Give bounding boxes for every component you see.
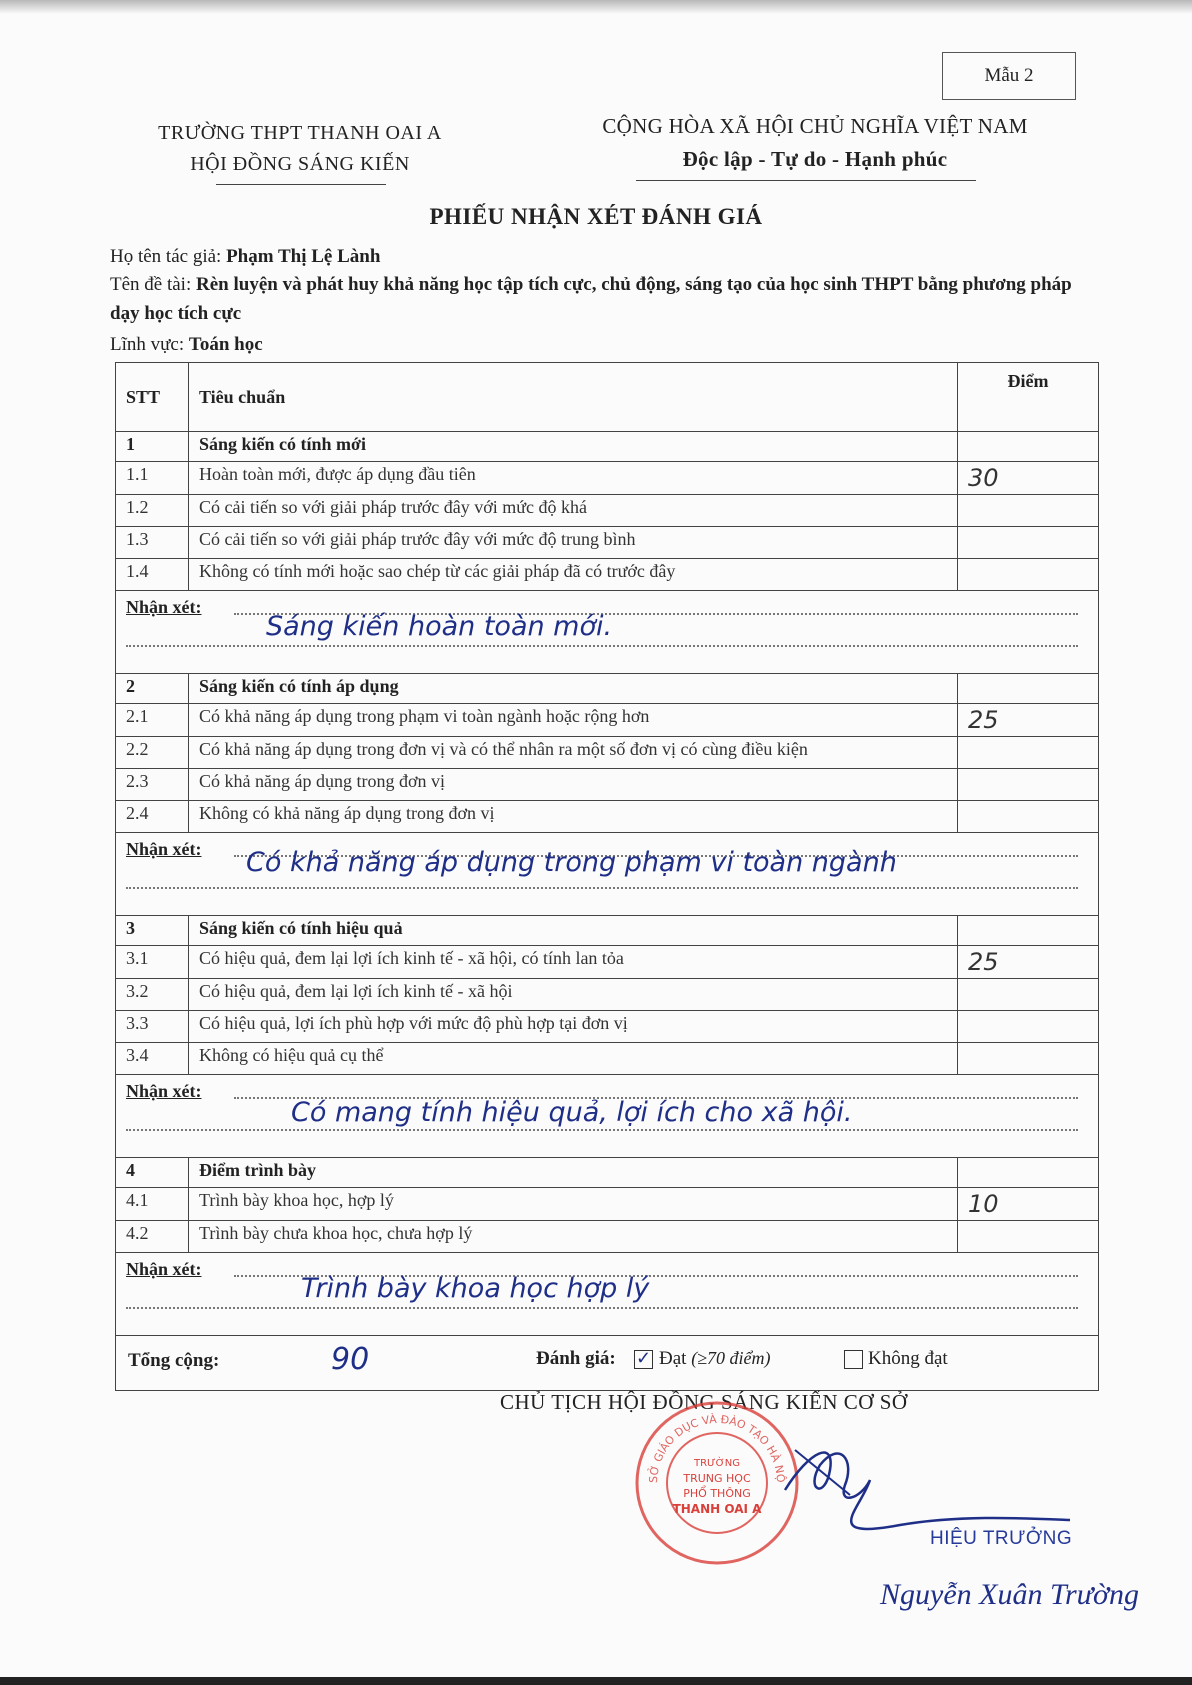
comment-label: Nhận xét:: [126, 597, 202, 617]
scan-edge-bottom: [0, 1677, 1192, 1685]
header-right-underline: [636, 180, 976, 181]
field-line: [110, 330, 263, 359]
item-no: 3.4: [116, 1043, 189, 1075]
total-score: 90: [331, 1342, 370, 1377]
item-text: Không có tính mới hoặc sao chép từ các giải pháp đã có trước đây: [189, 559, 958, 591]
item-text: Có khả năng áp dụng trong phạm vi toàn ngành hoặc rộng hơn: [189, 704, 958, 737]
dotted-line: [126, 1307, 1078, 1309]
comment-row: [116, 1075, 1099, 1158]
evaluation-label: Đánh giá:: [536, 1348, 616, 1369]
pass-note: (≥70 điểm): [691, 1348, 771, 1368]
item-text: Trình bày khoa học, hợp lý: [189, 1188, 958, 1221]
national-motto: Độc lập - Tự do - Hạnh phúc: [682, 147, 948, 171]
item-no: 4.2: [116, 1221, 189, 1253]
handwritten-comment: Có khả năng áp dụng trong phạm vi toàn ngành: [246, 847, 897, 878]
item-no: 2.1: [116, 704, 189, 737]
field-label: Lĩnh vực:: [110, 334, 185, 355]
seal-line: TRUNG HỌC: [683, 1472, 751, 1485]
table-row: [116, 527, 1099, 559]
seal-line: TRƯỜNG: [694, 1458, 740, 1469]
item-score: [958, 1221, 1099, 1253]
section-no: 4: [116, 1158, 189, 1188]
table-row: [116, 704, 1099, 737]
section-row: [116, 1158, 1099, 1188]
item-score: [958, 559, 1099, 591]
comment-label: Nhận xét:: [126, 1081, 202, 1101]
total-label: Tổng cộng:: [128, 1350, 220, 1371]
item-text: Trình bày chưa khoa học, chưa hợp lý: [189, 1221, 958, 1253]
form-number-box: Mẫu 2: [942, 52, 1076, 100]
item-text: Không có hiệu quả cụ thể: [189, 1043, 958, 1075]
signer-title: HIỆU TRƯỞNG: [930, 1528, 1073, 1549]
author-name: Phạm Thị Lệ Lành: [226, 246, 381, 267]
chair-title: CHỦ TỊCH HỘI ĐỒNG SÁNG KIẾN CƠ SỞ: [500, 1390, 908, 1414]
table-row: [116, 1221, 1099, 1253]
col-header-criteria: Tiêu chuẩn: [189, 363, 958, 432]
table-row: [116, 1188, 1099, 1221]
fail-checkbox: [844, 1350, 863, 1369]
header-right: [530, 110, 1100, 176]
handwritten-comment: Có mang tính hiệu quả, lợi ích cho xã hội.: [291, 1097, 853, 1128]
dotted-line: [126, 1129, 1078, 1131]
topic-line: [110, 270, 1090, 328]
item-no: 2.3: [116, 769, 189, 801]
dotted-line: [126, 887, 1078, 889]
item-no: 1.2: [116, 495, 189, 527]
handwritten-comment: Sáng kiến hoàn toàn mới.: [266, 611, 613, 642]
item-score: 10: [958, 1188, 1099, 1221]
item-no: 2.4: [116, 801, 189, 833]
table-row: [116, 1043, 1099, 1075]
table-row: [116, 559, 1099, 591]
section-title: Sáng kiến có tính mới: [189, 432, 958, 462]
council-name: HỘI ĐỒNG SÁNG KIẾN: [190, 153, 410, 175]
item-score: [958, 527, 1099, 559]
section-no: 3: [116, 916, 189, 946]
item-score: 30: [958, 462, 1099, 495]
criteria-table: [115, 362, 1099, 1391]
handwritten-comment: Trình bày khoa học hợp lý: [301, 1273, 650, 1304]
table-row: [116, 979, 1099, 1011]
comment-row: [116, 591, 1099, 674]
section-title: Sáng kiến có tính áp dụng: [189, 674, 958, 704]
item-score: [958, 495, 1099, 527]
comment-label: Nhận xét:: [126, 839, 202, 859]
comment-row: [116, 833, 1099, 916]
item-no: 3.1: [116, 946, 189, 979]
pass-checkbox: ✓: [635, 1348, 652, 1368]
seal-line: THANH OAI A: [672, 1502, 762, 1516]
table-header-row: [116, 363, 1099, 432]
item-no: 1.1: [116, 462, 189, 495]
item-no: 3.3: [116, 1011, 189, 1043]
table-row: [116, 737, 1099, 769]
pass-option: [659, 1348, 771, 1370]
section-title: Sáng kiến có tính hiệu quả: [189, 916, 958, 946]
author-line: [110, 242, 380, 271]
item-text: Có hiệu quả, lợi ích phù hợp với mức độ phù hợp tại đơn vị: [189, 1011, 958, 1043]
item-score: [958, 769, 1099, 801]
item-text: Có khả năng áp dụng trong đơn vị: [189, 769, 958, 801]
item-no: 1.3: [116, 527, 189, 559]
item-score: [958, 1043, 1099, 1075]
seal-line: PHỔ THÔNG: [683, 1487, 751, 1500]
author-label: Họ tên tác giả:: [110, 246, 222, 267]
section-no: 2: [116, 674, 189, 704]
item-score: [958, 801, 1099, 833]
table-row: [116, 769, 1099, 801]
total-row: [116, 1336, 1099, 1391]
table-row: [116, 1011, 1099, 1043]
national-title: CỘNG HÒA XÃ HỘI CHỦ NGHĨA VIỆT NAM: [602, 114, 1028, 138]
red-seal-stamp: [632, 1398, 802, 1568]
item-score: [958, 737, 1099, 769]
section-title: Điểm trình bày: [189, 1158, 958, 1188]
item-text: Có cải tiến so với giải pháp trước đây với mức độ khá: [189, 495, 958, 527]
section-points: [958, 432, 1099, 462]
pass-label: Đạt: [659, 1348, 687, 1369]
col-header-points: Điểm: [958, 363, 1099, 432]
table-row: [116, 946, 1099, 979]
item-no: 4.1: [116, 1188, 189, 1221]
item-text: Có hiệu quả, đem lại lợi ích kinh tế - xã hội, có tính lan tỏa: [189, 946, 958, 979]
col-header-no: STT: [116, 363, 189, 432]
section-points: [958, 1158, 1099, 1188]
item-text: Có hiệu quả, đem lại lợi ích kinh tế - xã hội: [189, 979, 958, 1011]
section-points: [958, 916, 1099, 946]
topic-value: Rèn luyện và phát huy khả năng học tập tích cực, chủ động, sáng tạo của học sinh THPT bằng phương pháp dạy học tích cực: [110, 274, 1072, 324]
table-row: [116, 801, 1099, 833]
field-value: Toán học: [188, 334, 263, 355]
section-row: [116, 432, 1099, 462]
item-no: 1.4: [116, 559, 189, 591]
section-row: [116, 916, 1099, 946]
item-score: 25: [958, 704, 1099, 737]
topic-label: Tên đề tài:: [110, 274, 192, 295]
comment-label: Nhận xét:: [126, 1259, 202, 1279]
item-score: [958, 979, 1099, 1011]
section-row: [116, 674, 1099, 704]
item-text: Có cải tiến so với giải pháp trước đây với mức độ trung bình: [189, 527, 958, 559]
item-no: 3.2: [116, 979, 189, 1011]
fail-label: Không đạt: [868, 1348, 948, 1369]
document-title: PHIẾU NHẬN XÉT ĐÁNH GIÁ: [429, 204, 763, 229]
scan-edge-top: [0, 0, 1192, 14]
header-left: [100, 118, 500, 180]
item-text: Không có khả năng áp dụng trong đơn vị: [189, 801, 958, 833]
dotted-line: [126, 645, 1078, 647]
handwritten-signature: [780, 1430, 1080, 1540]
section-no: 1: [116, 432, 189, 462]
item-score: 25: [958, 946, 1099, 979]
school-name: TRƯỜNG THPT THANH OAI A: [158, 122, 442, 144]
item-text: Có khả năng áp dụng trong đơn vị và có thể nhân ra một số đơn vị có cùng điều kiện: [189, 737, 958, 769]
table-row: [116, 495, 1099, 527]
comment-row: [116, 1253, 1099, 1336]
item-no: 2.2: [116, 737, 189, 769]
header-left-underline: [216, 184, 386, 185]
item-text: Hoàn toàn mới, được áp dụng đầu tiên: [189, 462, 958, 495]
table-row: [116, 462, 1099, 495]
svg-text:SỞ GIÁO DỤC VÀ ĐÀO TẠO HÀ NỘI: [632, 1398, 787, 1483]
signer-name: Nguyễn Xuân Trường: [880, 1578, 1140, 1611]
item-score: [958, 1011, 1099, 1043]
section-points: [958, 674, 1099, 704]
seal-arc-text: SỞ GIÁO DỤC VÀ ĐÀO TẠO HÀ NỘ: [646, 1412, 788, 1484]
